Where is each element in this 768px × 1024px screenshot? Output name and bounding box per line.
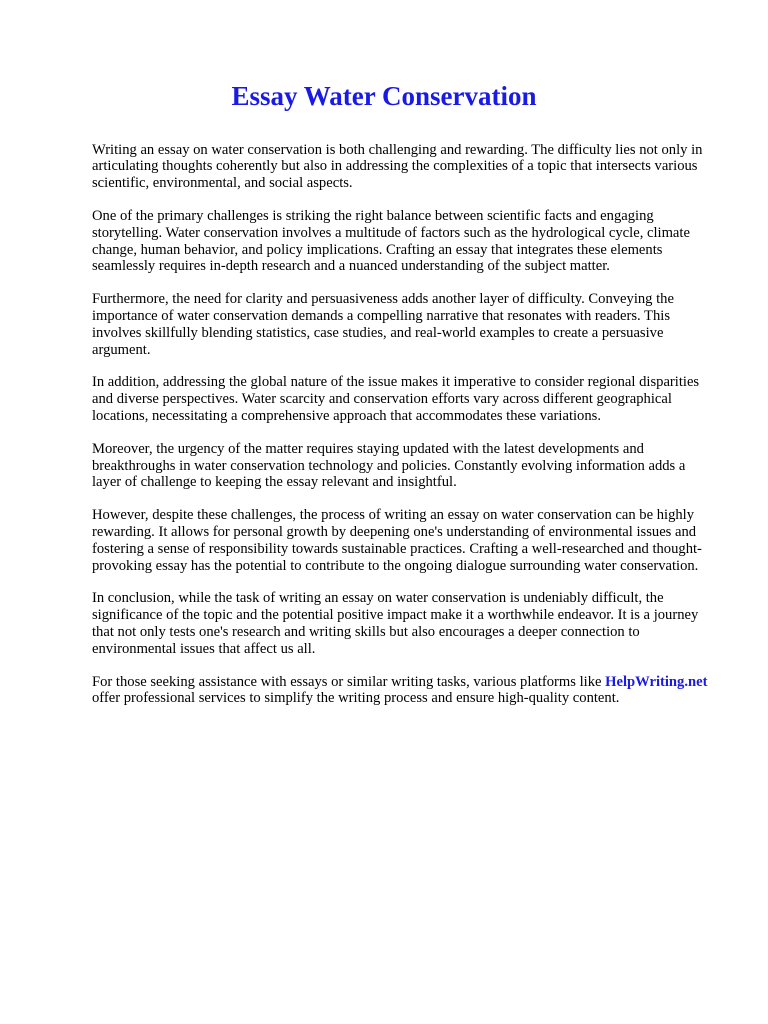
closing-paragraph: [92, 674, 716, 708]
paragraph-7: In conclusion, while the task of writing an essay on water conservation is undeniably difficult, the significance of the topic and the potential positive impact make it a worthwhile endeavor. It is a journey that not only tests one's research and writing skills but also encourages a deeper connection to environmental issues that affect us all.: [92, 590, 699, 657]
paragraph-5: Moreover, the urgency of the matter requires staying updated with the latest developments and breakthroughs in water conservation technology and policies. Constantly evolving information adds a layer of challenge to keeping the essay relevant and insightful.: [92, 440, 686, 491]
paragraph-1: Writing an essay on water conservation is both challenging and rewarding. The difficulty lies not only in articulating thoughts coherently but also in addressing the complexities of a topic that intersects various scientific, environmental, and social aspects.: [92, 141, 703, 192]
document-title: Essay Water Conservation: [231, 81, 537, 111]
paragraph-6: However, despite these challenges, the process of writing an essay on water conservation can be highly rewarding. It allows for personal growth by deepening one's understanding of environmental issues and fostering a sense of responsibility towards sustainable practices. Crafting a well-researched and thought-provoking essay has the potential to contribute to the ongoing dialogue surrounding water conservation.: [92, 507, 702, 574]
helpwriting-link[interactable]: HelpWriting.net: [605, 673, 708, 690]
paragraph-3: Furthermore, the need for clarity and persuasiveness adds another layer of difficulty. Conveying the importance of water conservation demands a compelling narrative that resonates with readers. This involves skillfully blending statistics, case studies, and real-world examples to create a persuasive argument.: [92, 291, 674, 358]
paragraph-4: In addition, addressing the global nature of the issue makes it imperative to consider regional disparities and diverse perspectives. Water scarcity and conservation efforts vary across different geographical locations, necessitating a comprehensive approach that accommodates these variations.: [92, 374, 700, 425]
closing-text-after-link: offer professional services to simplify the writing process and ensure high-quality content.: [92, 690, 620, 707]
closing-text-before-link: For those seeking assistance with essays or similar writing tasks, various platforms like: [92, 673, 606, 690]
paragraph-2: One of the primary challenges is striking the right balance between scientific facts and engaging storytelling. Water conservation involves a multitude of factors such as the hydrological cycle, climate change, human behavior, and policy implications. Crafting an essay that integrates these elements seamlessly requires in-depth research and a nuanced understanding of the subject matter.: [92, 208, 690, 275]
